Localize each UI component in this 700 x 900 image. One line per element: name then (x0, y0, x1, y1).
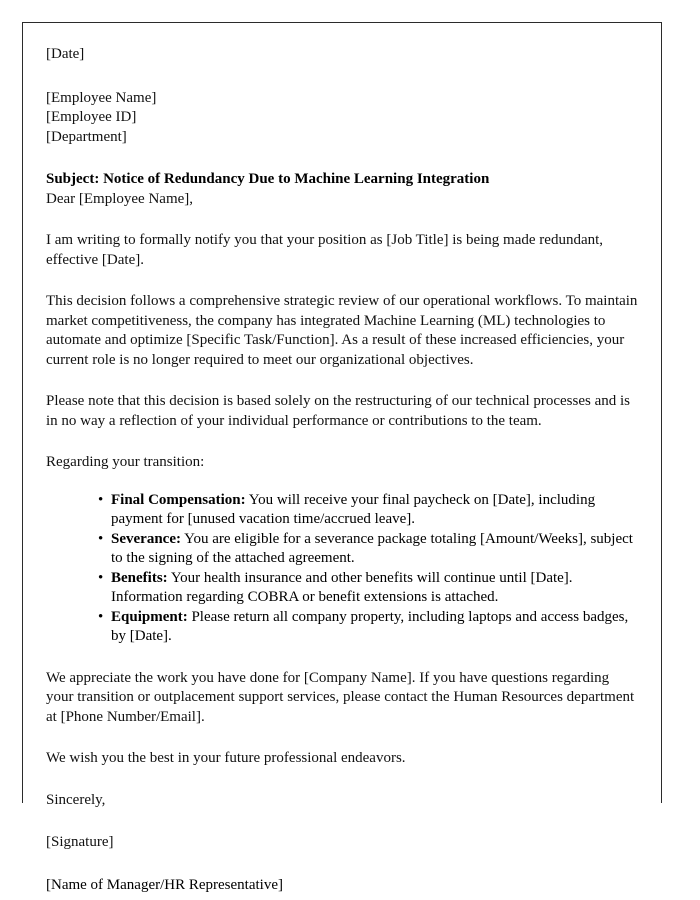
list-item (98, 491, 639, 530)
list-item-lead: Final Compensation: (111, 491, 246, 508)
list-item-text: Your health insurance and other benefits will continue until [Date]. Information regarding COBRA or benefit extensions is attached. (111, 569, 573, 605)
list-item-text: Please return all company property, including laptops and access badges, by [Date]. (111, 608, 629, 644)
list-item (98, 569, 639, 608)
list-item-lead: Benefits: (111, 569, 168, 586)
list-item-lead: Severance: (111, 530, 181, 547)
recipient-department: [Department] (46, 128, 127, 145)
list-item (98, 608, 639, 647)
recipient-employee-id: [Employee ID] (46, 109, 137, 125)
signature-placeholder: [Signature] (46, 834, 114, 850)
list-item-text: You will receive your final paycheck on [Date], including payment for [unused vacation time/accrued leave]. (111, 491, 596, 527)
date-placeholder: [Date] (46, 46, 85, 62)
paragraph-rationale: This decision follows a comprehensive strategic review of our operational workflows. To maintain market competitiveness, the company has integrated Machine Learning (ML) technologies to automate and optimize [Specific Task/Function]. As a result of these increased efficiencies, your current role is no longer required to meet our organizational objectives. (46, 293, 638, 368)
paragraph-intro: I am writing to formally notify you that your position as [Job Title] is being made redundant, effective [Date]. (46, 232, 604, 268)
signature-block (46, 791, 639, 896)
document-page (22, 22, 662, 893)
document-body (23, 23, 661, 895)
recipient-block (46, 89, 639, 148)
list-item (98, 530, 639, 569)
list-item-lead: Equipment: (111, 608, 188, 625)
salutation: Dear [Employee Name], (46, 190, 194, 207)
subject-line: Subject: Notice of Redundancy Due to Machine Learning Integration (46, 171, 490, 187)
paragraph-well-wishes: We wish you the best in your future professional endeavors. (46, 750, 406, 766)
recipient-name: [Employee Name] (46, 89, 157, 106)
transition-list (46, 491, 639, 647)
list-item-text: You are eligible for a severance package totaling [Amount/Weeks], subject to the signing of the attached agreement. (111, 530, 633, 566)
signer-name-placeholder: [Name of Manager/HR Representative] (46, 876, 283, 893)
paragraph-disclaimer: Please note that this decision is based solely on the restructuring of our technical processes and is in no way a reflection of your individual performance or contributions to the team. (46, 393, 631, 429)
transition-heading: Regarding your transition: (46, 454, 205, 470)
paragraph-closing: We appreciate the work you have done for [Company Name]. If you have questions regarding your transition or outplacement support services, please contact the Human Resources department at [Phone Number/Email]. (46, 669, 635, 725)
valediction: Sincerely, (46, 791, 106, 808)
